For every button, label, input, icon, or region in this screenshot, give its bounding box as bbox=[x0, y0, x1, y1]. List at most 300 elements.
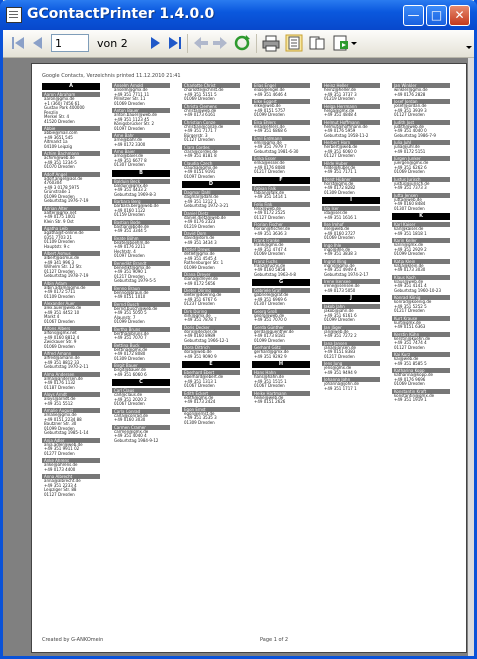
page-count-label: von 2 bbox=[97, 37, 128, 50]
contact-name: Christian Conze bbox=[182, 120, 240, 125]
contact-entry bbox=[112, 83, 170, 106]
contact-name: Jan Winkler bbox=[392, 83, 450, 88]
contact-entry bbox=[182, 247, 240, 270]
window-title: GContactPrinter 1.4.0.0 bbox=[27, 6, 215, 22]
contact-name: Carmen Cramer bbox=[112, 425, 170, 430]
contact-details: dagmar@dahl.de +49 351 1212 1 Geburtstag 1972-3-21 bbox=[184, 194, 229, 208]
contact-name: Herbert Horn bbox=[322, 140, 380, 145]
contact-details: jens@gmx.de +49 351 9494 9 bbox=[324, 365, 357, 375]
contact-name: Judith Jost bbox=[392, 120, 450, 125]
contact-name: Karin Keller bbox=[392, 238, 450, 243]
contact-entry bbox=[182, 231, 240, 245]
contact-name: Albin Adam bbox=[42, 281, 100, 286]
contact-details: georg@web.de +49 351 7070 0 bbox=[254, 312, 287, 322]
contact-name: Birgit Bauer bbox=[112, 363, 170, 368]
contact-details: christian@conze.de +49 351 7171 7 Bürgerstr. 3 01127 Dresden bbox=[184, 123, 224, 142]
contact-entry bbox=[112, 236, 170, 259]
contact-details: david@dorn.de +49 351 3434 3 bbox=[184, 235, 217, 245]
contact-entry bbox=[392, 352, 450, 366]
contact-details: beate@boehm.de +49 0176 2211 Hechtstr. 4 01097 Dresden bbox=[114, 239, 150, 258]
contact-entry bbox=[322, 243, 380, 257]
contact-details: adolf.angel@aol.de 4760304 +49 3 0178 5975 Grünstraße 1 01099 Dresden Geburtstag 1976-7-19 bbox=[44, 175, 89, 203]
contact-entry bbox=[112, 302, 170, 325]
contact-name: Jürgen Junker bbox=[392, 156, 450, 161]
contact-name: Eberhard Ebert bbox=[182, 370, 240, 375]
contact-entry bbox=[252, 83, 310, 97]
contact-details: charlotte@christ.de +49 351 5151 5 01069 Dresden bbox=[184, 87, 224, 101]
contact-entry bbox=[42, 251, 100, 279]
contact-name: Jens Jung bbox=[322, 361, 380, 366]
contact-name: Konstantin Kraft bbox=[392, 389, 450, 394]
contact-details: hans@hahn.de +49 351 1515 1 01067 Dresden bbox=[254, 374, 287, 388]
back-arrow-icon[interactable] bbox=[192, 34, 210, 52]
page-setup-icon[interactable] bbox=[308, 34, 326, 52]
letter-heading: B bbox=[112, 170, 170, 177]
contact-entry bbox=[182, 272, 240, 286]
contact-name: Bastian Bode bbox=[112, 220, 170, 225]
contact-entry bbox=[112, 199, 170, 218]
contact-details: anna@albrecht.de +49 351 2233 4 Leipziger Str. 88 01127 Dresden bbox=[44, 478, 81, 497]
contact-entry bbox=[392, 332, 450, 351]
contact-entry bbox=[42, 458, 100, 472]
contact-name: Heinz Heller bbox=[322, 83, 380, 88]
letter-heading: E bbox=[182, 361, 240, 368]
contact-entry bbox=[182, 370, 240, 389]
contact-name: Balduin Beck bbox=[112, 179, 170, 184]
contact-name: Beate Böhm bbox=[112, 236, 170, 241]
contact-name: Carla Conrad bbox=[112, 409, 170, 414]
contact-entry bbox=[322, 341, 380, 360]
contact-name: Achim Bachmann bbox=[42, 151, 100, 156]
first-page-icon[interactable] bbox=[9, 34, 27, 52]
contact-details: florian@fischer.de +49 351 3636 3 bbox=[254, 226, 291, 236]
contact-details: helga@gmx.de +49 351 4848 4 bbox=[324, 107, 357, 117]
contact-entry bbox=[392, 156, 450, 175]
contact-name: Alma Andersen bbox=[42, 372, 100, 377]
contact-name: Florian Fischer bbox=[252, 222, 310, 227]
contact-name: Felix Fink bbox=[252, 202, 310, 207]
contact-entry bbox=[252, 345, 310, 359]
contact-column bbox=[182, 83, 240, 633]
contact-entry bbox=[322, 177, 380, 196]
contact-name: Helmut Hoffmann bbox=[322, 120, 380, 125]
contact-details: anja.adler@web.de +49 351 9911 02 01277 Dresden bbox=[44, 441, 83, 456]
contact-entry bbox=[322, 279, 380, 293]
contact-name: Adrian Alter bbox=[42, 206, 100, 211]
contact-name: Adolf Angel bbox=[42, 172, 100, 177]
contact-name: Gerda Günther bbox=[252, 325, 310, 330]
contact-name: Georg Groß bbox=[252, 309, 310, 314]
contact-entry bbox=[252, 202, 310, 221]
contact-name: Julia Juhl bbox=[392, 140, 450, 145]
contact-name: Amalie August bbox=[42, 408, 100, 413]
contact-details: franz@fuchs.de +49 0160 5858 Geburtstag 1963-4-8 bbox=[254, 262, 296, 277]
contact-name: Dirk Düring bbox=[182, 309, 240, 314]
contact-entry bbox=[322, 104, 380, 118]
contact-entry bbox=[112, 108, 170, 131]
contact-details: jutta@web.de +49 0160 8484 01307 Dresden bbox=[394, 196, 426, 211]
contact-entry bbox=[182, 391, 240, 405]
export-icon[interactable] bbox=[332, 34, 350, 52]
contact-entry bbox=[112, 220, 170, 234]
contact-details: doris@decker.de +49 0160 8989 Geburtstag 1966-12-1 bbox=[184, 328, 229, 343]
contact-details: benedikt@gmx.de +49 351 9090 1 01217 Dresden Geburtstag 1979-5-5 bbox=[114, 264, 156, 283]
contact-name: Aloys Arndt bbox=[42, 392, 100, 397]
contact-name: Justus Jurisch bbox=[392, 177, 450, 182]
contact-name: Dagmar Dahl bbox=[182, 190, 240, 195]
document-footer-right: Page 1 of 2 bbox=[260, 637, 289, 643]
contact-name: Josef Jordan bbox=[392, 99, 450, 104]
contact-entry bbox=[42, 474, 100, 497]
contact-details: ingo@ihle.de +49 351 3838 3 bbox=[324, 246, 357, 256]
contact-name: Elias Engel bbox=[252, 83, 310, 88]
contact-details: elsa@ehlers.de +49 351 6868 6 bbox=[254, 123, 287, 133]
contact-entry bbox=[252, 222, 310, 236]
contact-entry bbox=[112, 343, 170, 362]
contact-name: Dieter Döring bbox=[182, 288, 240, 293]
contact-details: carl@claus.de +49 351 2020 2 01067 Dresden bbox=[114, 392, 147, 406]
contact-entry bbox=[322, 140, 380, 159]
contact-details: jakob@jahn.de +49 351 6161 6 01099 Dresden bbox=[324, 308, 357, 322]
contact-details: carmen@gmx.de +49 351 4040 4 Geburtstag 1984-9-12 bbox=[114, 428, 159, 443]
contact-details: carla@conrad.de +49 0160 3030 bbox=[114, 412, 148, 422]
contact-details: amalie@gmx.de +49 0151 2234 88 Bautzner Str. 30 01099 Dresden Geburtstag 1985-1-14 bbox=[44, 412, 89, 435]
contact-name: Hilde Huber bbox=[322, 161, 380, 166]
forward-arrow-icon[interactable] bbox=[211, 34, 229, 52]
contact-name: Albert Asmus bbox=[42, 251, 100, 256]
letter-heading: J bbox=[322, 295, 380, 302]
contact-entry bbox=[182, 145, 240, 159]
contact-details: klaus@web.de +49 351 4141 4 Geburtstag 1960-10-23 bbox=[394, 278, 442, 293]
contact-entry bbox=[182, 104, 240, 118]
contact-details: bettina@gmx.de +49 0172 8080 01309 Dresden bbox=[114, 346, 148, 361]
contact-name: Charlotte Christ bbox=[182, 83, 240, 88]
contact-name: Bertha Bruns bbox=[112, 327, 170, 332]
contact-name: Aaron Abraham bbox=[42, 92, 100, 97]
contact-name: Katharina Kopp bbox=[392, 368, 450, 373]
contact-entry bbox=[112, 363, 170, 377]
next-page-icon[interactable] bbox=[146, 34, 164, 52]
contact-column bbox=[392, 83, 450, 633]
contact-entry bbox=[42, 438, 100, 457]
contact-name: Gerhard Götz bbox=[252, 345, 310, 350]
print-icon[interactable] bbox=[262, 34, 280, 52]
contact-details: gerhard@gmx.de +49 351 9292 9 bbox=[254, 349, 289, 359]
contact-name: Katja Klein bbox=[392, 259, 450, 264]
contact-details: horst@gmx.de +49 0172 8282 01309 Dresden bbox=[324, 180, 356, 195]
contact-entry bbox=[112, 425, 170, 444]
contact-entry bbox=[252, 99, 310, 118]
contact-details: jana@jansen.de +49 0151 8383 01217 Dresden bbox=[324, 344, 356, 359]
contact-details: konstantin@gmx.de +49 351 1919 1 bbox=[394, 392, 435, 402]
last-page-icon[interactable] bbox=[166, 34, 184, 52]
contact-details: karl@kaiser.de +49 351 1818 1 bbox=[394, 226, 427, 236]
contact-name: Kerstin Kühn bbox=[392, 332, 450, 337]
contact-details: claudia@gmx.de +49 0151 9191 01097 Dresden bbox=[184, 164, 218, 179]
contact-name: Christa Clemens bbox=[182, 104, 240, 109]
contact-details: bertha@bruns.de +49 351 7070 7 bbox=[114, 330, 149, 340]
contact-column bbox=[112, 83, 170, 633]
contact-name: Horst Hübner bbox=[322, 177, 380, 182]
contact-entry bbox=[182, 288, 240, 307]
letter-heading: H bbox=[252, 361, 310, 368]
contact-details: aalter@gmx.net +49 0175 1001 Klein Str. 9 Ost bbox=[44, 209, 77, 224]
contact-name: Agatha Leib bbox=[42, 226, 100, 231]
contact-details: elke@web.de +49 0151 5757 01099 Dresden bbox=[254, 103, 286, 117]
contact-details: clara@cordes.de +49 351 8181 8 bbox=[184, 148, 218, 158]
contact-entry bbox=[322, 259, 380, 278]
contact-details: hilde@huber.de +49 351 7171 1 bbox=[324, 164, 357, 174]
contact-entry bbox=[42, 126, 100, 149]
contact-name: Erika Esser bbox=[252, 156, 310, 161]
contact-details: birgit@bauer.de +49 351 6060 6 bbox=[114, 367, 147, 377]
contact-entry bbox=[392, 177, 450, 191]
contact-name: Karl Kaiser bbox=[392, 222, 450, 227]
contact-entry bbox=[182, 83, 240, 102]
document-page bbox=[31, 63, 467, 653]
contact-details: ingrid@gmx.de +49 351 4949 4 Geburtstag 1974-2-17 bbox=[324, 262, 369, 277]
contact-details: katja@klein.de +49 0173 3030 bbox=[394, 262, 426, 272]
contact-entry bbox=[42, 301, 100, 324]
contact-details: johanna@john.de +49 351 1717 1 bbox=[324, 381, 359, 391]
contact-details: alex.auer@web.de +49 351 4452 10 Markt 4 01067 Dresden bbox=[44, 305, 82, 324]
contact-entry bbox=[42, 92, 100, 124]
contact-name: Arne Bahr bbox=[112, 133, 170, 138]
contact-name: Jana Jansen bbox=[322, 341, 380, 346]
contact-entry bbox=[392, 259, 450, 273]
contact-details: dirk@gmx.de +49 351 7878 7 bbox=[184, 312, 217, 322]
contact-entry bbox=[252, 238, 310, 257]
page-layout-icon[interactable] bbox=[285, 34, 303, 52]
contact-name: Abbie bbox=[42, 126, 100, 131]
contact-details: julia@juhl.de +49 0172 5151 bbox=[394, 144, 426, 154]
refresh-icon[interactable] bbox=[233, 34, 251, 52]
contact-entry bbox=[42, 408, 100, 436]
contact-name: Benno Braun bbox=[112, 286, 170, 291]
letter-heading: I bbox=[322, 197, 380, 204]
contact-name: Egon Ernst bbox=[182, 407, 240, 412]
contact-entry bbox=[182, 309, 240, 323]
contact-entry bbox=[112, 261, 170, 284]
contact-entry bbox=[252, 156, 310, 175]
contact-entry bbox=[322, 325, 380, 339]
contact-details: gabriele@graf.de +49 351 6969 6 01307 Dresden bbox=[254, 292, 289, 306]
contact-details: albert@asmus.de +49 341 996 3 Wilhelm Str. 12 Str. 01127 Dresden Geburtstag 1978-7-19 bbox=[44, 255, 89, 278]
contact-entry bbox=[112, 388, 170, 407]
contact-name: Irene Isensee bbox=[322, 279, 380, 284]
contact-details: barbara.berg@web.de +49 0160 1122 01159 Dresden bbox=[114, 203, 159, 217]
contact-entry bbox=[322, 304, 380, 323]
contact-name: Anselm Arnold bbox=[112, 83, 170, 88]
contact-entry bbox=[392, 222, 450, 236]
contact-details: anselm@gmx.de +49 351 7711 11 Pillnitzer Str. 11 01069 Dresden bbox=[114, 87, 150, 106]
contact-name: Alfons Albers bbox=[42, 326, 100, 331]
contact-details: bastian@bode.de +49 351 3344 5 bbox=[114, 223, 149, 233]
contact-details: heinz@heller.de +49 351 3737 3 01219 Dresden bbox=[324, 87, 357, 101]
contact-details: diana@dreyer.de +49 0172 5656 bbox=[184, 276, 219, 286]
contact-entry bbox=[392, 368, 450, 387]
close-button[interactable]: ✕ bbox=[449, 5, 470, 26]
contact-name: Gabriele Graf bbox=[252, 288, 310, 293]
contact-entry bbox=[252, 391, 310, 405]
contact-entry bbox=[392, 83, 450, 97]
contact-details: alfred@amann.de +49 351 8812 33 Geburtstag 1970-2-11 bbox=[44, 355, 89, 369]
contact-entry bbox=[42, 206, 100, 225]
letter-heading: K bbox=[392, 213, 450, 220]
toolbar-overflow-icon[interactable] bbox=[465, 34, 473, 52]
print-preview-area[interactable] bbox=[3, 58, 474, 656]
contact-entry bbox=[112, 179, 170, 198]
contact-name: Emil Erdmann bbox=[252, 136, 310, 141]
contact-column bbox=[252, 83, 310, 633]
letter-heading: G bbox=[252, 279, 310, 286]
toolbar bbox=[3, 30, 474, 58]
contact-entry bbox=[392, 295, 450, 314]
contact-entry bbox=[322, 120, 380, 139]
document-footer-left: Created by G-ANKOmein bbox=[42, 637, 104, 643]
contact-name: Edith Eckert bbox=[182, 391, 240, 396]
contact-entry bbox=[42, 151, 100, 170]
contact-entry bbox=[42, 172, 100, 204]
contact-details: jan@web.de +49 351 7272 2 bbox=[324, 328, 357, 338]
contact-details: anke@ahrens.de +49 0173 4400 bbox=[44, 462, 78, 472]
contact-entry bbox=[322, 83, 380, 102]
letter-heading: A bbox=[42, 83, 100, 90]
contact-entry bbox=[392, 275, 450, 294]
contact-entry bbox=[252, 136, 310, 155]
contact-name: Hans Hahn bbox=[252, 370, 310, 375]
page-number-input[interactable]: 1 bbox=[51, 34, 89, 52]
contact-name: Konrad König bbox=[392, 295, 450, 300]
contact-entry bbox=[112, 327, 170, 341]
contact-entry bbox=[182, 161, 240, 180]
contact-entry bbox=[182, 345, 240, 359]
contact-name: Anna Albrecht bbox=[42, 474, 100, 479]
contact-name: Jakob Jahn bbox=[322, 304, 380, 309]
contact-entry bbox=[322, 222, 380, 241]
contact-name: Johanna John bbox=[322, 377, 380, 382]
contact-name: Ingo Ihle bbox=[322, 243, 380, 248]
contact-name: Claudia Czech bbox=[182, 161, 240, 166]
contact-entry bbox=[252, 370, 310, 389]
contact-name: Klaus Koch bbox=[392, 275, 450, 280]
minimize-button[interactable]: — bbox=[403, 5, 424, 26]
letter-heading: F bbox=[252, 177, 310, 184]
contact-entry bbox=[42, 326, 100, 349]
title-bar[interactable] bbox=[0, 0, 477, 30]
contact-name: Heike Hartmann bbox=[252, 391, 310, 396]
contact-name: Frank Franke bbox=[252, 238, 310, 243]
contact-entry bbox=[252, 325, 310, 344]
contact-name: Diana Dreyer bbox=[182, 272, 240, 277]
contact-details: aloys@arndt.de +49 351 5512 bbox=[44, 396, 76, 406]
contact-entry bbox=[392, 120, 450, 139]
contact-entry bbox=[112, 286, 170, 300]
contact-details: katharina@kopp.de +49 0176 9696 01069 Dresden bbox=[394, 372, 433, 386]
contact-details: helmut@hoffmann.de +49 0176 5959 Geburtstag 1958-11-2 bbox=[324, 123, 369, 138]
contact-details: arno@baier.de +49 351 6677 8 01307 Dresden bbox=[114, 153, 147, 167]
contact-name: David Dorn bbox=[182, 231, 240, 236]
contact-details: arne@bahr.de +49 0172 3300 bbox=[114, 137, 146, 147]
contact-details: detlef@gmx.de +49 351 4545 4 Rothenburger Str. 1 01099 Dresden bbox=[184, 251, 224, 270]
contact-name: Carl Claus bbox=[112, 388, 170, 393]
contact-details: juergen@gmx.de +49 351 6262 6 01069 Dresden bbox=[394, 160, 429, 174]
contact-entry bbox=[182, 120, 240, 143]
contact-details: josef@jordan.de +49 351 3939 3 01127 Dresden bbox=[394, 103, 427, 117]
contact-details: fabian@falk.de +49 351 1414 1 bbox=[254, 189, 287, 199]
contact-name: Fabian Falk bbox=[252, 186, 310, 191]
contact-name: Helga Herrmann bbox=[322, 104, 380, 109]
contact-details: judith@web.de +49 351 4040 0 Geburtstag 1986-7-9 bbox=[394, 123, 436, 138]
contact-name: Bernd Busch bbox=[112, 302, 170, 307]
contact-details: irene@isensee.de +49 0173 5050 bbox=[324, 283, 360, 293]
maximize-button[interactable]: □ bbox=[426, 5, 447, 26]
contact-name: Franz Fuchs bbox=[252, 259, 310, 264]
contact-name: Ilse Imhof bbox=[322, 222, 380, 227]
document-header: Google Contacts, Verzeichnis printed 11.12.2010 21:41 bbox=[42, 73, 181, 79]
contact-details: karin@gmx.de +49 351 2929 2 01099 Dresden bbox=[394, 242, 427, 256]
contact-details: gerda@guenther.de +49 0173 8181 01099 Dresden bbox=[254, 328, 294, 343]
contact-name: Ida Iser bbox=[322, 206, 380, 211]
contact-name: Bettina Buck bbox=[112, 343, 170, 348]
export-dropdown-icon[interactable] bbox=[349, 34, 359, 52]
contact-entry bbox=[322, 377, 380, 391]
app-icon bbox=[6, 7, 22, 23]
contact-entry bbox=[392, 389, 450, 403]
contact-entry bbox=[42, 392, 100, 406]
contact-details: emil@gmx.de +49 351 7979 7 Geburtstag 1981-6-30 bbox=[254, 139, 299, 154]
contact-details: ilse@web.de +49 0160 2727 01069 Dresden bbox=[324, 226, 356, 240]
contact-entry bbox=[252, 309, 310, 323]
contact-details: kurt@gmx.de +49 0151 6363 bbox=[394, 319, 426, 329]
contact-name: Alexander Auer bbox=[42, 301, 100, 306]
previous-page-icon[interactable] bbox=[29, 34, 47, 52]
contact-details: heike@web.de +49 0151 2626 bbox=[254, 394, 286, 404]
contact-details: alfons@gmx.net +49 0160 8812 4 Zwickauer Str. 9 01069 Dresden bbox=[44, 330, 80, 349]
contact-details: abbie@mail.com +49 3651 545 Altmarkt 1a 04109 Leipzig bbox=[44, 130, 78, 149]
contact-details: konrad@koenig.de +49 351 5252 5 01217 Dresden bbox=[394, 299, 432, 313]
contact-entry bbox=[42, 372, 100, 391]
contact-entry bbox=[392, 193, 450, 212]
contact-entry bbox=[42, 226, 100, 249]
contact-entry bbox=[42, 351, 100, 370]
contact-details: frank@gmx.de +49 351 4747 4 01069 Dresden bbox=[254, 242, 287, 256]
contact-details: albin.adam@gmx.de +49 0172 5711 01109 Dresden bbox=[44, 284, 86, 299]
contact-details: edith@gmx.de +49 0173 2424 bbox=[184, 394, 216, 404]
contact-name: Dora Dittrich bbox=[182, 345, 240, 350]
contact-details: eberhard@ebert.de +49 351 1313 1 01067 Dresden bbox=[184, 374, 224, 388]
contact-name: Jan Jäger bbox=[322, 325, 380, 330]
contact-details: daniel.dietz@web.de +49 0176 2323 01219 Dresden bbox=[184, 214, 226, 229]
vertical-scrollbar[interactable] bbox=[468, 58, 474, 656]
contact-details: egon@ernst.de +49 351 3535 3 01309 Dresden bbox=[184, 410, 217, 425]
toolbar-separator bbox=[187, 34, 188, 53]
contact-entry bbox=[252, 186, 310, 200]
contact-name: Jutta Jensen bbox=[392, 193, 450, 198]
contact-name: Barbara Berg bbox=[112, 199, 170, 204]
contact-name: Kai Kurz bbox=[392, 352, 450, 357]
contact-name: Arno Baier bbox=[112, 149, 170, 154]
contact-name: Elke Eggert bbox=[252, 99, 310, 104]
contact-details: erika@esser.de +49 0176 8080 01217 Dresden bbox=[254, 160, 286, 174]
contact-details: felix@web.de +49 0172 2525 01127 Dresden bbox=[254, 205, 286, 220]
letter-heading: C bbox=[112, 379, 170, 386]
contact-details: benno@braun.de +49 0151 1010 bbox=[114, 289, 149, 299]
contact-entry bbox=[252, 120, 310, 134]
contact-column bbox=[42, 83, 100, 633]
contact-entry bbox=[182, 190, 240, 209]
contact-name: Anja Adler bbox=[42, 438, 100, 443]
